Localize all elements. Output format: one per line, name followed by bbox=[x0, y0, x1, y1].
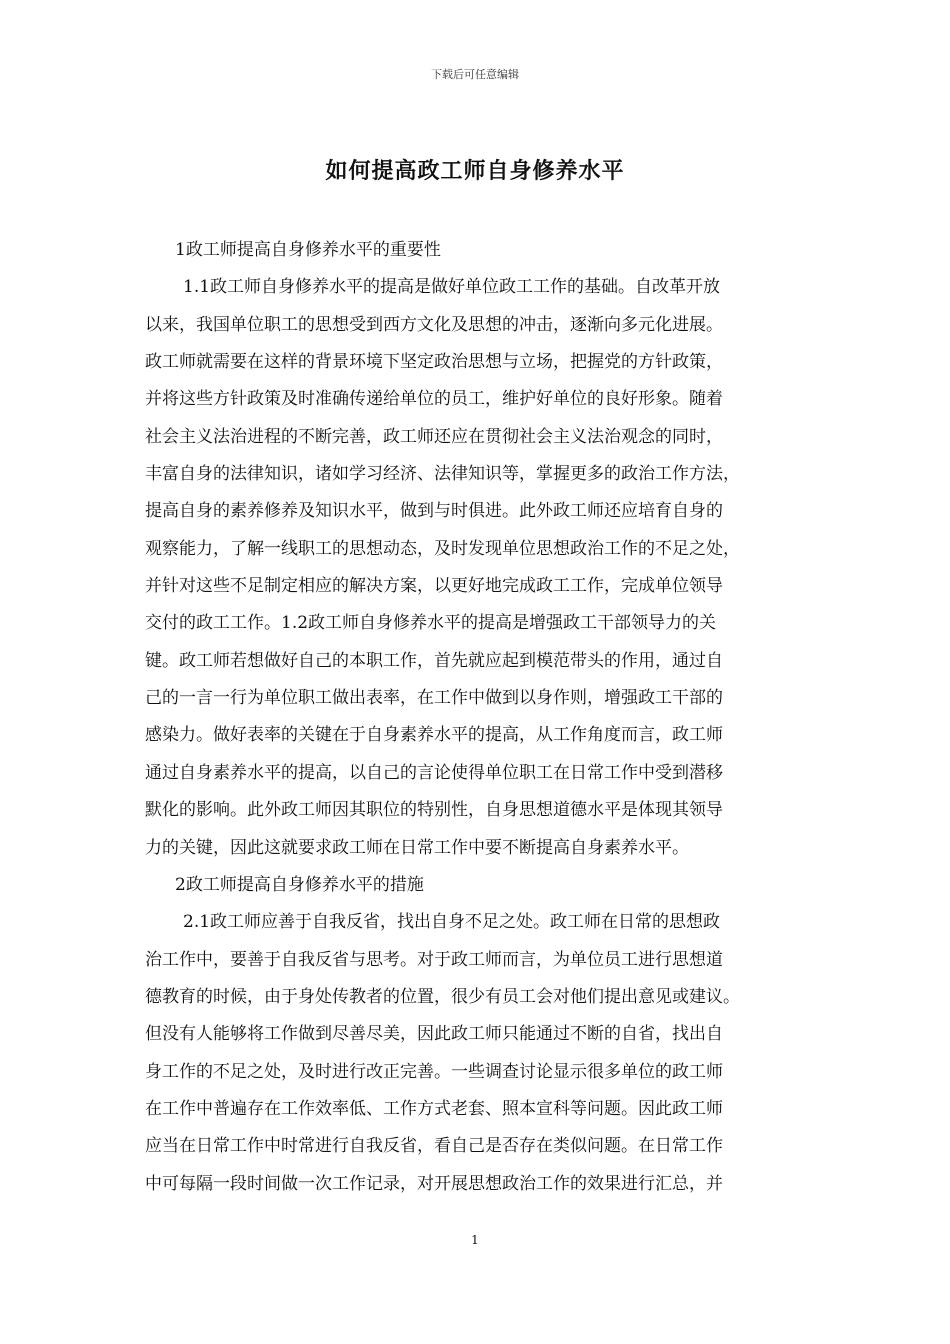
section-heading-2: 2政工师提高自身修养水平的措施 bbox=[175, 874, 424, 895]
paragraph-line: 2.1政工师应善于自我反省，找出自身不足之处。政工师在日常的思想政 bbox=[183, 912, 721, 933]
paragraph-line: 政工师就需要在这样的背景环境下坚定政治思想与立场，把握党的方针政策， bbox=[145, 352, 723, 373]
paragraph-line: 但没有人能够将工作做到尽善尽美，因此政工师只能通过不断的自省，找出自 bbox=[145, 1024, 723, 1045]
paragraph-line: 通过自身素养水平的提高，以自己的言论使得单位职工在日常工作中受到潜移 bbox=[145, 762, 723, 783]
paragraph-line: 中可每隔一段时间做一次工作记录，对开展思想政治工作的效果进行汇总，并 bbox=[145, 1173, 723, 1194]
paragraph-line: 德教育的时候，由于身处传教者的位置，很少有员工会对他们提出意见或建议。 bbox=[145, 986, 740, 1007]
paragraph-line: 身工作的不足之处，及时进行改正完善。一些调查讨论显示很多单位的政工师 bbox=[145, 1061, 723, 1082]
paragraph-line: 在工作中普遍存在工作效率低、工作方式老套、照本宣科等问题。因此政工师 bbox=[145, 1098, 723, 1119]
document-title: 如何提高政工师自身修养水平 bbox=[325, 158, 625, 184]
paragraph-line: 观察能力，了解一线职工的思想动态，及时发现单位思想政治工作的不足之处， bbox=[145, 538, 740, 559]
paragraph-line: 力的关键，因此这就要求政工师在日常工作中要不断提高自身素养水平。 bbox=[145, 837, 689, 858]
section-heading-1: 1政工师提高自身修养水平的重要性 bbox=[175, 240, 441, 260]
paragraph-line: 以来，我国单位职工的思想受到西方文化及思想的冲击，逐渐向多元化进展。 bbox=[145, 314, 723, 335]
paragraph-line: 并将这些方针政策及时准确传递给单位的员工，维护好单位的良好形象。随着 bbox=[145, 389, 723, 410]
paragraph-line: 键。政工师若想做好自己的本职工作，首先就应起到模范带头的作用，通过自 bbox=[145, 650, 723, 671]
paragraph-line: 交付的政工工作。1.2政工师自身修养水平的提高是增强政工干部领导力的关 bbox=[145, 613, 717, 634]
paragraph-line: 己的一言一行为单位职工做出表率，在工作中做到以身作则，增强政工干部的 bbox=[145, 688, 723, 709]
paragraph-line: 应当在日常工作中时常进行自我反省，看自己是否存在类似问题。在日常工作 bbox=[145, 1136, 723, 1157]
document-body bbox=[145, 232, 810, 1203]
page-number: 1 bbox=[471, 1233, 479, 1247]
paragraph-line: 并针对这些不足制定相应的解决方案，以更好地完成政工工作，完成单位领导 bbox=[145, 576, 723, 597]
paragraph-line: 提高自身的素养修养及知识水平，做到与时俱进。此外政工师还应培育自身的 bbox=[145, 501, 723, 522]
paragraph-line: 社会主义法治进程的不断完善，政工师还应在贯彻社会主义法治观念的同时， bbox=[145, 426, 723, 447]
paragraph-line: 治工作中，要善于自我反省与思考。对于政工师而言，为单位员工进行思想道 bbox=[145, 949, 723, 970]
paragraph-line: 丰富自身的法律知识，诸如学习经济、法律知识等，掌握更多的政治工作方法， bbox=[145, 464, 740, 485]
paragraph-line: 1.1政工师自身修养水平的提高是做好单位政工工作的基础。自改革开放 bbox=[183, 277, 721, 298]
page-header: 下载后可任意编辑 bbox=[431, 68, 519, 81]
paragraph-line: 默化的影响。此外政工师因其职位的特别性，自身思想道德水平是体现其领导 bbox=[145, 800, 723, 821]
paragraph-line: 感染力。做好表率的关键在于自身素养水平的提高，从工作角度而言，政工师 bbox=[145, 725, 723, 746]
